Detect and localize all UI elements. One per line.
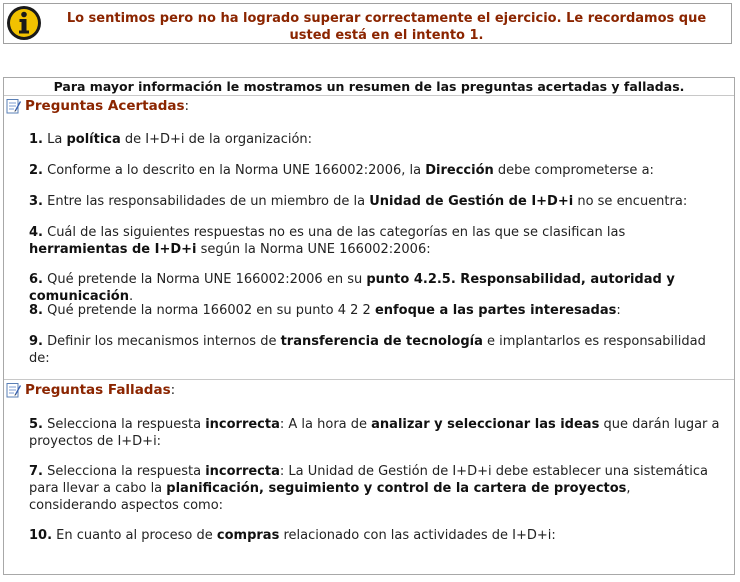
section-colon: : bbox=[184, 98, 190, 114]
error-alert-box bbox=[3, 3, 732, 44]
alert-message: Lo sentimos pero no ha logrado superar correctamente el ejercicio. Le recordamos que usted está en el intento 1. bbox=[66, 11, 707, 43]
correct-question-9: 9. Definir los mecanismos internos de transferencia de tecnología e implantarlos es responsabilidad de: bbox=[29, 334, 706, 366]
failed-question-7: 7. Selecciona la respuesta incorrecta: La Unidad de Gestión de I+D+i debe establecer una sistemática para llevar a cabo la planificación, seguimiento y control de la cartera de proyectos, considerando aspectos como: bbox=[29, 464, 708, 513]
correct-question-6: 6. Qué pretende la Norma UNE 166002:2006 en su punto 4.2.5. Responsabilidad, autoridad y comunicación. bbox=[29, 272, 675, 304]
correct-question-2: 2. Conforme a lo descrito en la Norma UNE 166002:2006, la Dirección debe comprometerse a: bbox=[29, 163, 654, 178]
info-icon bbox=[6, 5, 42, 41]
correct-question-8: 8. Qué pretende la norma 166002 en su punto 4 2 2 enfoque a las partes interesadas: bbox=[29, 303, 621, 318]
correct-question-3: 3. Entre las responsabilidades de un miembro de la Unidad de Gestión de I+D+i no se encuentra: bbox=[29, 194, 688, 209]
correct-question-4: 4. Cuál de las siguientes respuestas no es una de las categorías en las que se clasifican las herramientas de I+D+i según la Norma UNE 166002:2006: bbox=[29, 225, 626, 257]
notepad-icon bbox=[6, 382, 21, 398]
failed-question-10: 10. En cuanto al proceso de compras relacionado con las actividades de I+D+i: bbox=[29, 528, 556, 543]
failed-question-5: 5. Selecciona la respuesta incorrecta: A la hora de analizar y seleccionar las ideas que darán lugar a proyectos de I+D+i: bbox=[29, 417, 720, 449]
notepad-icon bbox=[6, 98, 21, 114]
failed-section-title bbox=[6, 380, 175, 400]
results-summary-panel bbox=[3, 77, 735, 575]
correct-question-1: 1. La política de I+D+i de la organización: bbox=[29, 132, 313, 147]
section-colon: : bbox=[170, 382, 176, 398]
correct-section-title bbox=[6, 96, 189, 116]
summary-header: Para mayor información le mostramos un resumen de las preguntas acertadas y falladas. bbox=[4, 78, 734, 96]
correct-section-label: Preguntas Acertadas bbox=[25, 98, 185, 114]
failed-section-label: Preguntas Falladas bbox=[25, 382, 171, 398]
